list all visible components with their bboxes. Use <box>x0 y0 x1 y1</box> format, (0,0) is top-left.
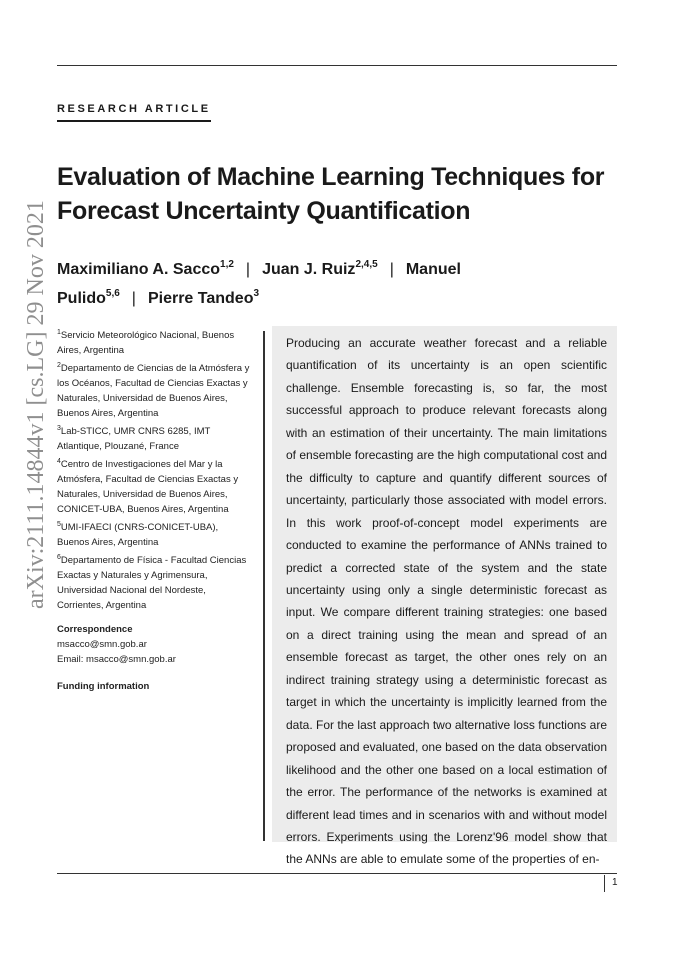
affiliation-text: Departamento de Física - Facultad Ciencias Exactas y Naturales y Agrimensura, Universidad Nacional del Nordeste, Corrientes, Argentina <box>57 555 247 611</box>
affiliation-text: Lab-STICC, UMR CNRS 6285, IMT Atlantique, Plouzané, France <box>57 426 211 452</box>
page-number-divider <box>604 875 605 892</box>
header-rule <box>57 65 617 66</box>
affiliation-number: 1 <box>57 329 61 336</box>
affiliation-text: Centro de Investigaciones del Mar y la Atmósfera, Facultad de Ciencias Exactas y Naturales, Universidad de Buenos Aires, CONICET-UBA, Buenos Aires, Argentina <box>57 459 239 515</box>
author-name: Juan J. Ruiz <box>262 261 356 278</box>
author-affiliation-marker: 5,6 <box>105 288 120 299</box>
affiliation-item <box>57 553 252 613</box>
author-affiliation-marker: 3 <box>253 288 260 299</box>
author-name: Pierre Tandeo <box>147 290 254 307</box>
funding-heading: Funding information <box>57 681 150 692</box>
affiliation-item <box>57 328 252 358</box>
article-type-label: RESEARCH ARTICLE <box>57 103 211 115</box>
affiliation-item <box>57 520 252 550</box>
abstract-side-bar <box>263 331 265 841</box>
author-list <box>57 255 527 313</box>
abstract-text: Producing an accurate weather forecast and a reliable quantification of its uncertainty is an open scientific challenge. Ensemble forecasting is, so far, the most successful approach to produce relevant forecasts along with an estimation of their uncertainty. The main limitations of ensemble forecasting are the high computational cost and the difficulty to capture and quantify different sources of uncertainty, particularly those associated with model errors. In this work proof-of-concept model experiments are conducted to examine the performance of ANNs trained to predict a corrected state of the system and the state uncertainty using only a single deterministic forecast as input. We compare different training strategies: one based on a direct training using the mean and spread of an ensemble forecast as target, the other ones rely on an indirect training strategy using a deterministic forecast as target in which the uncertainty is implicitly learned from the data. For the last approach two alternative loss functions are proposed and evaluated, one based on the data observation likelihood and the other one based on a local estimation of the error. The performance of the networks is examined at different lead times and in scenarios with and without model errors. Experiments using the Lorenz'96 model show that the ANNs are able to emulate some of the properties of en- <box>286 336 607 867</box>
affiliation-item <box>57 457 252 517</box>
correspondence-email-line[interactable]: Email: msacco@smn.gob.ar <box>57 654 176 665</box>
affiliation-number: 3 <box>57 425 61 432</box>
author-affiliation-marker: 2,4,5 <box>355 259 378 270</box>
paper-title: Evaluation of Machine Learning Techniques for Forecast Uncertainty Quantification <box>57 163 605 225</box>
footer-rule <box>57 873 617 874</box>
author-name: Maximiliano A. Sacco <box>57 261 221 278</box>
affiliation-text: UMI-IFAECI (CNRS-CONICET-UBA), Buenos Aires, Argentina <box>57 522 219 548</box>
correspondence-heading: Correspondence <box>57 624 133 635</box>
affiliation-number: 5 <box>57 521 61 528</box>
affiliation-text: Departamento de Ciencias de la Atmósfera y los Océanos, Facultad de Ciencias Exactas y Naturales, Universidad de Buenos Aires, Buenos Aires, Argentina <box>57 363 250 419</box>
author-separator: | <box>245 261 251 278</box>
article-type-underline <box>57 120 211 122</box>
affiliation-number: 4 <box>57 458 61 465</box>
author-name: Manuel Pulido <box>57 261 461 307</box>
affiliation-item <box>57 424 252 454</box>
abstract-box <box>272 326 617 867</box>
affiliations-column <box>57 328 252 694</box>
page-number: 1 <box>612 877 618 888</box>
author-separator: | <box>131 290 136 307</box>
affiliation-text: Servicio Meteorológico Nacional, Buenos Aires, Argentina <box>57 330 235 356</box>
affiliation-number: 6 <box>57 554 61 561</box>
affiliation-item <box>57 361 252 421</box>
author-separator: | <box>389 261 394 278</box>
author-affiliation-marker: 1,2 <box>220 259 234 270</box>
arxiv-identifier-stamp: arXiv:2111.14844v1 [cs.LG] 29 Nov 2021 <box>23 200 49 610</box>
correspondence-email[interactable]: msacco@smn.gob.ar <box>57 639 147 650</box>
affiliation-number: 2 <box>57 362 61 369</box>
